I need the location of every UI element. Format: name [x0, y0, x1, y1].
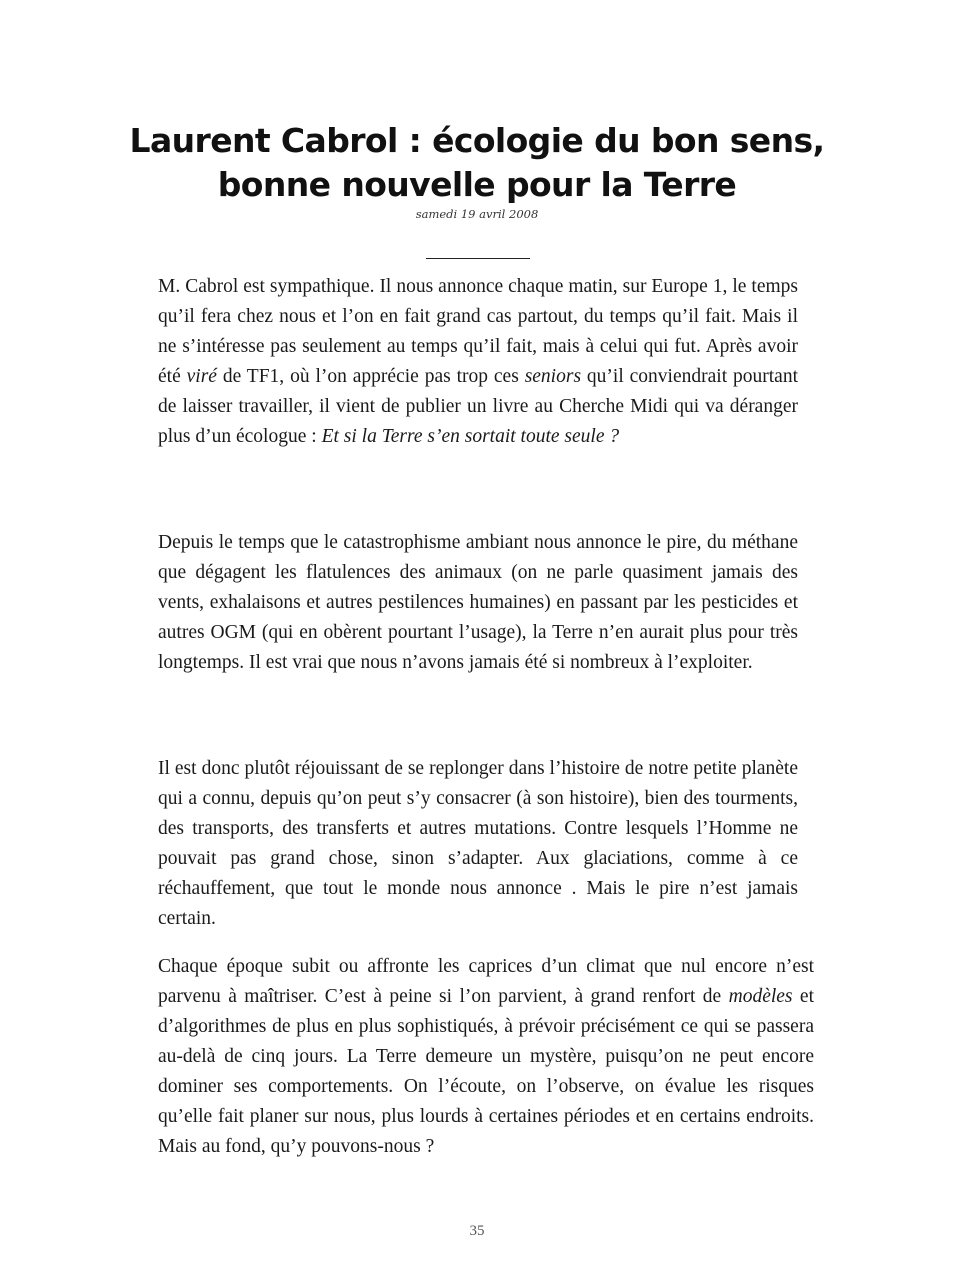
paragraph [158, 272, 798, 452]
text-run: et d’algorithmes de plus en plus sophistiqués, à prévoir précisément ce qui se passera au-delà de cinq jours. La Terre demeure un mystère, puisqu’on ne peut encore dominer ses comportements. On l’écoute, on l’observe, on évalue les risques qu’elle fait planer sur nous, plus lourds à certaines périodes et en certains endroits. Mais au fond, qu’y pouvons-nous ? [158, 986, 814, 1157]
italic-text-run: viré [186, 366, 217, 387]
text-run: qu’il conviendrait pourtant de laisser travailler, il vient de publier un livre au Cherche Midi qui va déranger plus d’un écologue : [158, 366, 798, 447]
article-date: samedi 19 avril 2008 [415, 207, 539, 221]
text-run: Chaque époque subit ou affronte les caprices d’un climat que nul encore n’est parvenu à maîtriser. C’est à peine si l’on parvient, à grand renfort de [158, 956, 814, 1007]
book-title: Et si la Terre s’en sortait toute seule ? [321, 426, 620, 447]
text-run: Il est donc plutôt réjouissant de se replonger dans l’histoire de notre petite planète qui a connu, depuis qu’on peut s’y consacrer (à son histoire), bien des tourments, des transports, des transferts et autres mutations. Contre lesquels l’Homme ne pouvait pas grand chose, sinon s’adapter. Aux glaciations, comme à ce réchauffement, que tout le monde nous annonce . Mais le pire n’est jamais certain. [158, 758, 798, 929]
text-run: Depuis le temps que le catastrophisme ambiant nous annonce le pire, du méthane que dégagent les flatulences des animaux (on ne parle quasiment jamais des vents, exhalaisons et autres pestilences humaines) en passant par les pesticides et autres OGM (qui en obèrent pourtant l’usage), la Terre n’en aurait plus pour très longtemps. Il est vrai que nous n’avons jamais été si nombreux à l’exploiter. [158, 532, 798, 673]
paragraph [158, 754, 798, 934]
italic-text-run: seniors [524, 366, 582, 387]
text-run: M. Cabrol est sympathique. Il nous annonce chaque matin, sur Europe 1, le temps qu’il fera chez nous et l’on en fait grand cas partout, du temps qu’il fait. Mais il ne s’intéresse pas seulement au temps qu’il fait, mais à celui qui fut. Après avoir été [158, 276, 798, 387]
article-title: Laurent Cabrol : écologie du bon sens, bonne nouvelle pour la Terre [129, 121, 825, 204]
paragraph [158, 952, 814, 1162]
italic-text-run: modèles [728, 986, 793, 1007]
paragraph [158, 528, 798, 678]
text-run: de TF1, où l’on apprécie pas trop ces [216, 366, 525, 387]
page-number: 35 [469, 1223, 485, 1239]
title-divider [426, 258, 530, 259]
